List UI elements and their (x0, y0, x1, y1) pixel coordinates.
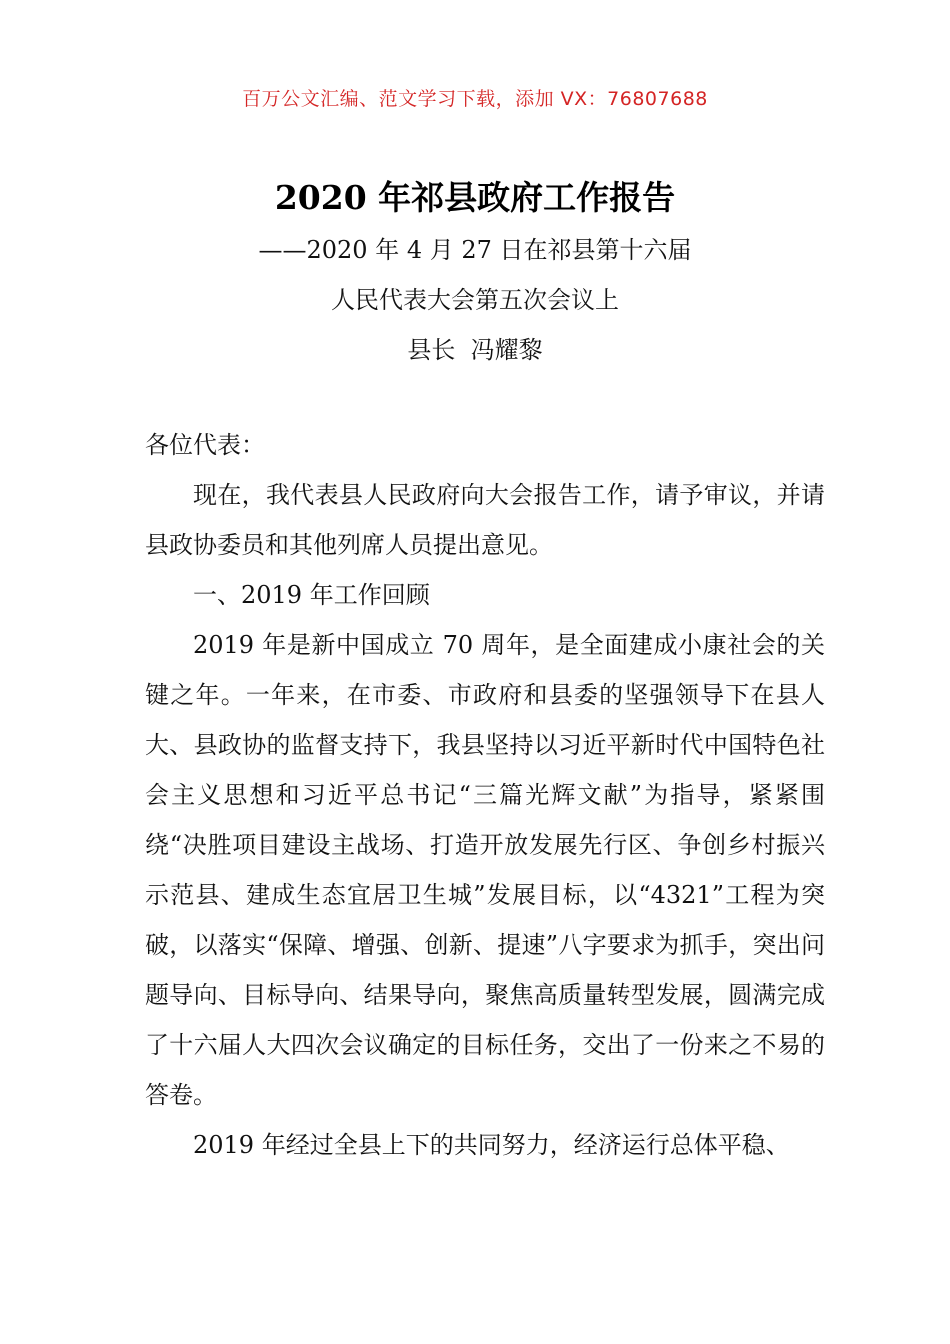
author-line: 县长 冯耀黎 (407, 336, 543, 364)
subtitle-line-2: 人民代表大会第五次会议上 (331, 286, 619, 314)
paragraph-economy: 2019 年经过全县上下的共同努力，经济运行总体平稳、 (193, 1131, 790, 1159)
document-body (145, 420, 825, 1170)
paragraph-review: 2019 年是新中国成立 70 周年，是全面建成小康社会的关键之年。一年来，在市委、市政府和县委的坚强领导下在县人大、县政协的监督支持下，我县坚持以习近平新时代中国特色社会主义思想和习近平总书记“三篇光辉文献”为指导，紧紧围绕“决胜项目建设主战场、打造开放发展先行区、争创乡村振兴示范县、建成生态宜居卫生城”发展目标，以“4321”工程为突破，以落实“保障、增强、创新、提速”八字要求为抓手，突出问题导向、目标导向、结果导向，聚焦高质量转型发展，圆满完成了十六届人大四次会议确定的目标任务，交出了一份来之不易的答卷。 (145, 631, 825, 1109)
paragraph-intro: 现在，我代表县人民政府向大会报告工作，请予审议，并请县政协委员和其他列席人员提出意见。 (145, 481, 825, 559)
subtitle-line-1: ——2020 年 4 月 27 日在祁县第十六届 (258, 236, 692, 264)
section-heading: 一、2019 年工作回顾 (193, 581, 430, 609)
document-title: 2020 年祁县政府工作报告 (274, 178, 676, 217)
watermark-banner: 百万公文汇编、范文学习下载，添加 VX：76807688 (242, 88, 708, 110)
salutation: 各位代表： (145, 431, 265, 459)
